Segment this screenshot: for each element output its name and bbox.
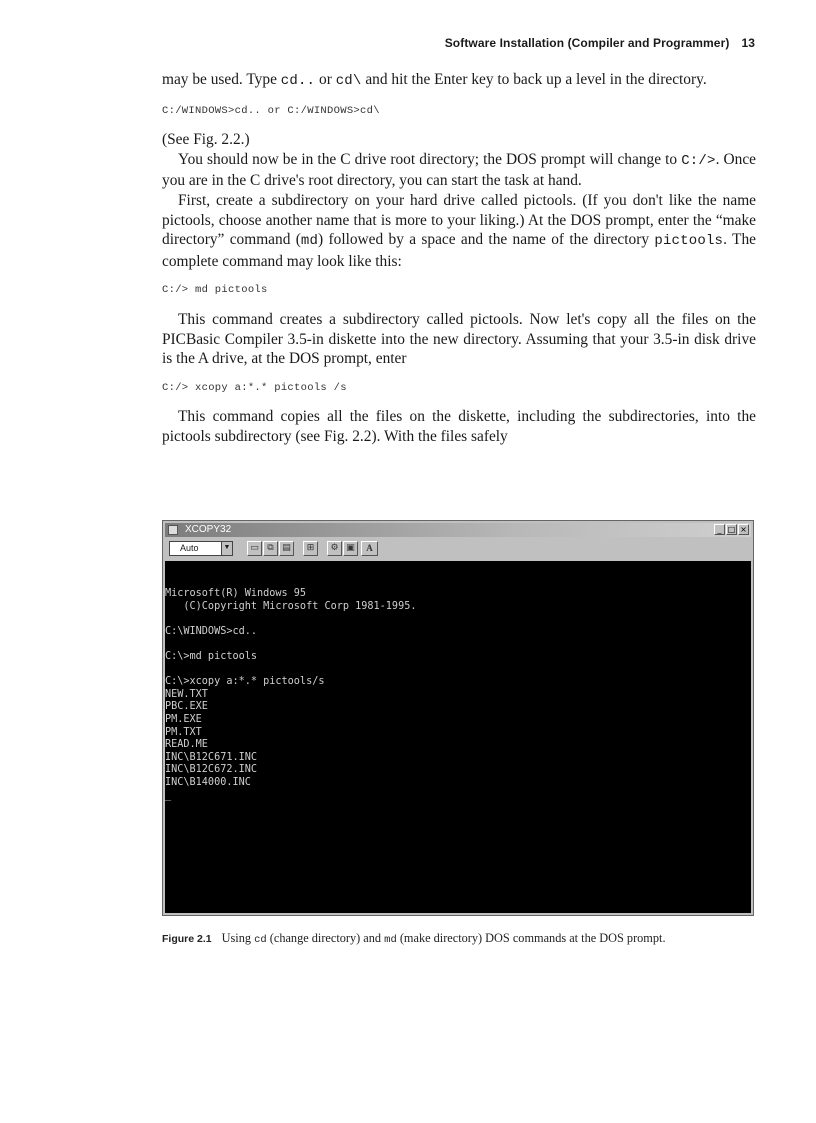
font-size-select-value: Auto [180,543,199,553]
copy-icon[interactable]: ⧉ [263,541,278,556]
console-line: PM.EXE [165,713,202,725]
mark-icon[interactable]: ▭ [247,541,262,556]
running-header [160,36,755,50]
maximize-icon[interactable]: □ [727,525,736,534]
p1-code-cd-backslash: cd\ [335,73,362,89]
paragraph-2: (See Fig. 2.2.) [162,131,250,149]
p4-text-b: ) followed by a space and the name of the directory [318,231,655,249]
code-example-1: C:/WINDOWS>cd.. or C:/WINDOWS>cd\ [162,104,380,117]
page-number: 13 [741,36,755,50]
close-icon[interactable]: × [738,524,749,535]
console-line: INC\B14000.INC [165,776,251,788]
minimize-icon[interactable]: _ [714,524,725,535]
console-line: C:\>xcopy a:*.* pictools/s [165,676,325,688]
console-line: C:\>md pictools [165,650,258,662]
p3-text-b: . Once you are in the C drive's root directory, you can start the task at hand. [162,150,756,190]
chevron-down-icon[interactable]: ▼ [221,541,233,556]
window-title: XCOPY32 [185,524,232,535]
console-output [165,588,416,802]
window-titlebar [165,523,751,537]
caption-text-c: (make directory) DOS commands at the DOS prompt. [396,931,666,945]
caption-text-a: Using [221,931,255,945]
running-title: Software Installation (Compiler and Programmer) [444,36,730,50]
window-toolbar [165,539,751,559]
p1-text-c: and hit the Enter key to back up a level in the directory. [361,71,707,88]
p1-text-b: or [315,71,336,88]
paragraph-6: This command copies all the files on the diskette, including the subdirectories, into the pictools subdirectory (see Fig. 2.2). With the files safely [162,408,756,445]
p3-text-a: You should now be in the C drive root directory; the DOS prompt will change to [178,150,682,168]
code-example-2: C:/> md pictools [162,284,268,297]
console-line: READ.ME [165,739,208,751]
console-line: INC\B12C672.INC [165,764,258,776]
dos-window-icon [168,525,178,535]
console-line: INC\B12C671.INC [165,751,258,763]
console-line: C:\WINDOWS>cd.. [165,625,258,637]
console-line [165,638,416,651]
window-controls [714,524,749,535]
font-button[interactable]: A [361,541,378,556]
paragraph-3 [162,150,756,191]
caption-text-b: (change directory) and [266,931,385,945]
paragraph-5: This command creates a subdirectory called pictools. Now let's copy all the files on the PICBasic Compiler 3.5-in diskette into the new directory. Assuming that your 3.5-in disk drive is the A drive, at the DOS prompt, enter [162,310,756,368]
console-line: PBC.EXE [165,701,208,713]
p4-text-c: . The complete command may look like this: [162,231,756,270]
p1-code-cd-dotdot: cd.. [280,73,316,89]
paste-icon[interactable]: ▤ [279,541,294,556]
properties-icon[interactable]: ⚙ [327,541,342,556]
console-line: (C)Copyright Microsoft Corp 1981-1995. [165,600,417,612]
body-text [162,70,756,447]
code-example-3: C:/> xcopy a:*.* pictools /s [162,381,347,394]
font-size-select[interactable] [169,541,233,556]
console-line [165,664,416,677]
console-line: NEW.TXT [165,688,208,700]
caption-code-md: md [384,934,397,946]
console-line: _ [165,789,172,801]
figure-label: Figure 2.1 [162,933,212,945]
paragraph-4 [162,191,756,271]
p4-code-md: md [300,233,319,250]
background-icon[interactable]: ▣ [343,541,358,556]
console-line: Microsoft(R) Windows 95 [165,588,307,599]
fullscreen-icon[interactable]: ⊞ [303,541,318,556]
console-line [165,613,416,626]
p4-code-pictools: pictools [654,233,724,250]
p3-code-prompt: C:/> [681,152,716,169]
p1-text-a: may be used. Type [162,71,281,88]
p4-text-a: First, create a subdirectory on your hard drive called pictools. (If you don't like the name pictools, choose another name that is more to your liking.) At the DOS prompt, enter the “make directory” command ( [162,191,756,249]
console-line: PM.TXT [165,726,202,738]
figure-screenshot [162,520,754,916]
figure-caption [162,931,752,948]
dos-console [165,561,751,913]
paragraph-1 [162,70,756,92]
caption-code-cd: cd [254,934,267,946]
